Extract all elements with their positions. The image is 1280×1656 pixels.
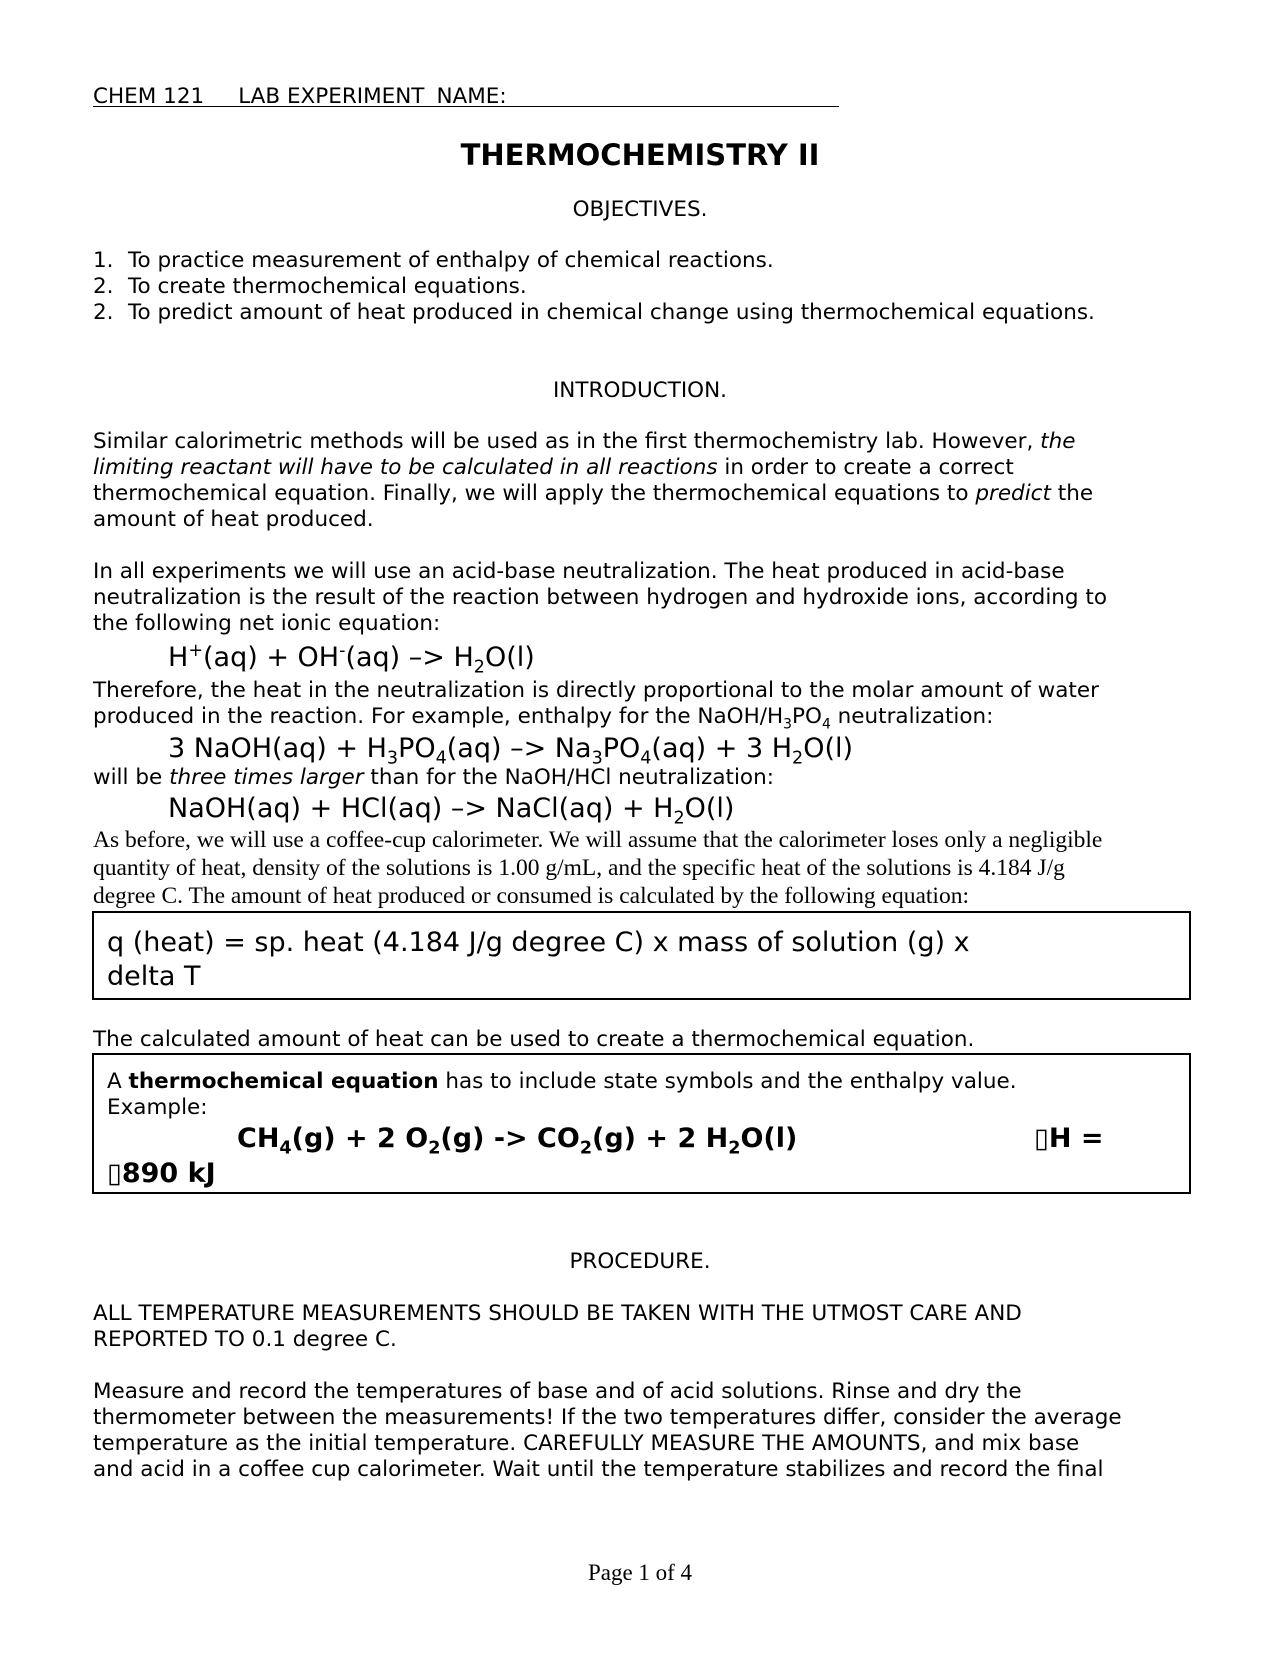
objective-item: 2. To predict amount of heat produced in chemical change using thermochemical equations. [93, 300, 1095, 325]
intro-paragraph-5-line: As before, we will use a coffee-cup calorimeter. We will assume that the calorimeter loses only a negligible [93, 827, 1103, 853]
thermochemical-equation-box [92, 1053, 1191, 1194]
name-label: NAME: [436, 84, 507, 109]
page-title: THERMOCHEMISTRY II [460, 138, 820, 172]
header-underline [93, 106, 839, 107]
naoh-hcl-equation: NaOH(aq) + HCl(aq) –> NaCl(aq) + $H_2O(l)$ [168, 793, 735, 829]
intro-paragraph-1-line: limiting reactant will have to be calculated in all reactions in order to create a correct [93, 455, 1014, 480]
objective-item: 1. To practice measurement of enthalpy of chemical reactions. [93, 248, 774, 273]
intro-paragraph-2-line: neutralization is the result of the reaction between hydrogen and hydroxide ions, according to [93, 585, 1107, 610]
intro-paragraph-2-line: the following net ionic equation: [93, 611, 441, 636]
net-ionic-equation: $H^+(aq) + OH^-(aq) -> H_2O(l)$ [168, 641, 535, 678]
example-definition: A thermochemical equation has to include state symbols and the enthalpy value. [107, 1069, 1017, 1094]
procedure-paragraph-line: thermometer between the measurements! If the two temperatures differ, consider the average [93, 1405, 1122, 1430]
procedure-caps-line: ALL TEMPERATURE MEASUREMENTS SHOULD BE TAKEN WITH THE UTMOST CARE AND [93, 1301, 1022, 1326]
delta-h-label: ▯H = [1034, 1123, 1104, 1154]
heat-formula-box [92, 911, 1191, 1000]
objectives-heading: OBJECTIVES. [572, 197, 708, 222]
intro-paragraph-5-line: degree C. The amount of heat produced or consumed is calculated by the following equation: [93, 883, 969, 909]
procedure-paragraph-line: temperature as the initial temperature. CAREFULLY MEASURE THE AMOUNTS, and mix base [93, 1431, 1080, 1456]
intro-paragraph-4: will be three times larger than for the NaOH/HCl neutralization: [93, 765, 774, 790]
introduction-heading: INTRODUCTION. [552, 378, 728, 403]
naoh-h3po4-equation: 3 NaOH(aq) + $H_3PO_4(aq) -> Na_3PO_4(aq) + 3$ $H_2O(l)$ [168, 733, 854, 769]
course-code: CHEM 121 [93, 84, 205, 109]
procedure-caps-line: REPORTED TO 0.1 degree C. [93, 1327, 397, 1352]
heat-formula-line: delta T [107, 961, 201, 992]
procedure-heading: PROCEDURE. [569, 1249, 711, 1274]
intro-paragraph-3-line: produced in the reaction. For example, enthalpy for the NaOH/$H_3PO_4$ neutralization: [93, 704, 994, 733]
intro-paragraph-1-line: thermochemical equation. Finally, we will apply the thermochemical equations to predict the [93, 481, 1094, 506]
intro-paragraph-3-line: Therefore, the heat in the neutralization is directly proportional to the molar amount of water [93, 678, 1099, 703]
procedure-paragraph-line: Measure and record the temperatures of base and of acid solutions. Rinse and dry the [93, 1379, 1022, 1404]
procedure-paragraph-line: and acid in a coffee cup calorimeter. Wait until the temperature stabilizes and record the final [93, 1457, 1104, 1482]
intro-paragraph-6: The calculated amount of heat can be used to create a thermochemical equation. [93, 1027, 975, 1052]
methane-combustion-equation: $CH_4(g) + 2$ $O_2(g) -> CO_2(g) + 2$ $H_2O(l)$ [237, 1123, 798, 1159]
page-number: Page 1 of 4 [587, 1560, 693, 1585]
heat-formula-line: q (heat) = sp. heat (4.184 J/g degree C) x mass of solution (g) x [107, 927, 970, 958]
objective-item: 2. To create thermochemical equations. [93, 274, 527, 299]
intro-paragraph-2-line: In all experiments we will use an acid-base neutralization. The heat produced in acid-base [93, 559, 1065, 584]
intro-paragraph-1-line: amount of heat produced. [93, 507, 374, 532]
intro-paragraph-1-line: Similar calorimetric methods will be used as in the first thermochemistry lab. However, the [93, 429, 1076, 454]
intro-paragraph-5-line: quantity of heat, density of the solutions is 1.00 g/mL, and the specific heat of the solutions is 4.184 J/g [93, 855, 1065, 881]
enthalpy-value: ▯890 kJ [107, 1158, 216, 1189]
lab-label: LAB EXPERIMENT [238, 84, 425, 109]
example-label: Example: [107, 1095, 208, 1120]
